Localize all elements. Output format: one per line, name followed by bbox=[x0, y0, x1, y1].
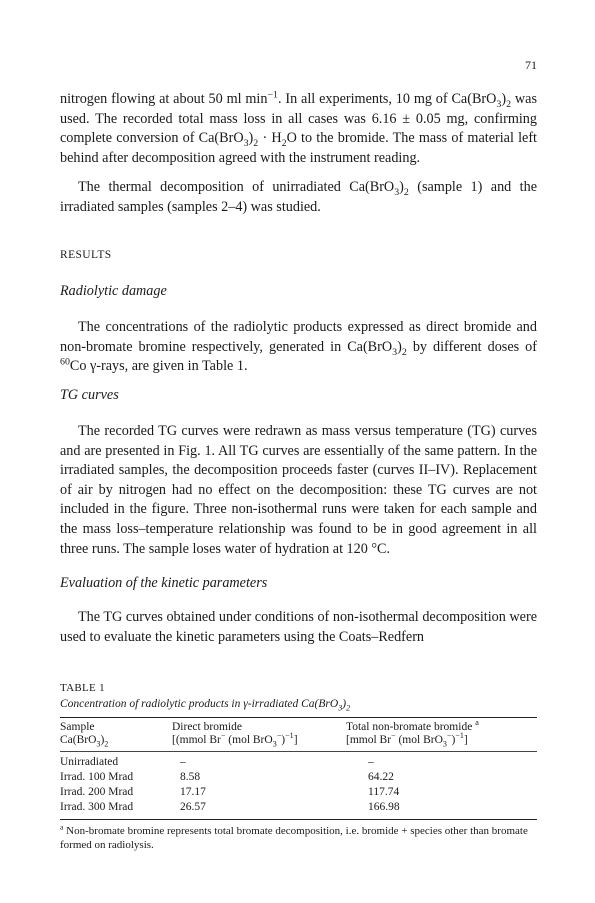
table-row-sample: Irrad. 300 Mrad bbox=[60, 801, 134, 813]
table-top-rule bbox=[60, 717, 537, 718]
table-row-direct: 17.17 bbox=[180, 786, 206, 798]
kinetic-parameters-heading: Evaluation of the kinetic parameters bbox=[60, 575, 268, 591]
table-header-total-non-bromate: Total non-bromate bromide $^a$ [mmol Br− (mol BrO$_3$−)$^{-1}$] bbox=[346, 718, 479, 749]
paragraph-1: nitrogen flowing at about 50 ml $\min^{-1}$. In all experiments, 10 mg of $Ca(BrO_3)_2$ was used. The recorded total mass loss in all cases was 6.16 ± 0.05 mg, confirming complete conversion of $Ca(BrO_3)_2 \cdot H_2O$ to the bromide. The mass of material left behind after decomposition agreed with the instrument reading. bbox=[60, 89, 537, 166]
page-number: 71 bbox=[525, 58, 537, 72]
table-header-direct-bromide: Direct bromide [(mmol Br− (mol BrO$_3$−)$^{-1}$] bbox=[172, 721, 298, 749]
paragraph-2: The thermal decomposition of unirradiated $Ca(BrO_3)_2$ (sample 1) and the irradiated samples (samples 2–4) was studied. bbox=[60, 179, 537, 215]
radiolytic-damage-heading: Radiolytic damage bbox=[60, 283, 167, 299]
paragraph-4: The recorded TG curves were redrawn as mass versus temperature (TG) curves and are presented in Fig. 1. All TG curves are essentially of the same pattern. In the irradiated samples, the decomposition proceeds faster (curves II–IV). Replacement of air by nitrogen had no effect on the decomposition: these TG curves are not included in the figure. Three non-isothermal runs were taken for each sample and the mass loss–temperature relationship was found to be in good agreement in all three runs. The sample loses water of hydration at 120 °C. bbox=[60, 423, 537, 557]
table-row-sample: Unirradiated bbox=[60, 756, 119, 768]
table-caption: Concentration of radiolytic products in γ-irradiated $Ca(BrO_3)_2$ bbox=[60, 698, 351, 713]
table-row-sample: Irrad. 100 Mrad bbox=[60, 771, 134, 783]
table-header-rule bbox=[60, 751, 537, 752]
table-row-total: 117.74 bbox=[368, 786, 400, 798]
tg-curves-heading: TG curves bbox=[60, 387, 119, 403]
table-footnote: $^a$ Non-bromate bromine represents total bromate decomposition, i.e. bromide + species other than bromate formed on radiolysis. bbox=[60, 822, 528, 851]
paragraph-3: The concentrations of the radiolytic products expressed as direct bromide and non-bromate bromine respectively, generated in $Ca(BrO_3)_2$ by different doses of $^{60}$Co γ-rays, are given in Table 1. bbox=[60, 319, 537, 375]
paragraph-5: The TG curves obtained under conditions of non-isothermal decomposition were used to evaluate the kinetic parameters using the Coats–Redfern bbox=[60, 609, 537, 645]
table-row-total: – bbox=[368, 756, 374, 768]
table-header-sample: Sample $Ca(BrO_3)_2$ bbox=[60, 721, 109, 749]
table-row-sample: Irrad. 200 Mrad bbox=[60, 786, 134, 798]
table-row-direct: 26.57 bbox=[180, 801, 206, 813]
table-row-direct: 8.58 bbox=[180, 771, 201, 783]
table-row-total: 64.22 bbox=[368, 771, 394, 783]
table-bottom-rule bbox=[60, 819, 537, 820]
table-label: TABLE 1 bbox=[60, 682, 105, 694]
table-row-direct: – bbox=[180, 756, 186, 768]
results-heading: RESULTS bbox=[60, 249, 112, 261]
table-row-total: 166.98 bbox=[368, 801, 400, 813]
